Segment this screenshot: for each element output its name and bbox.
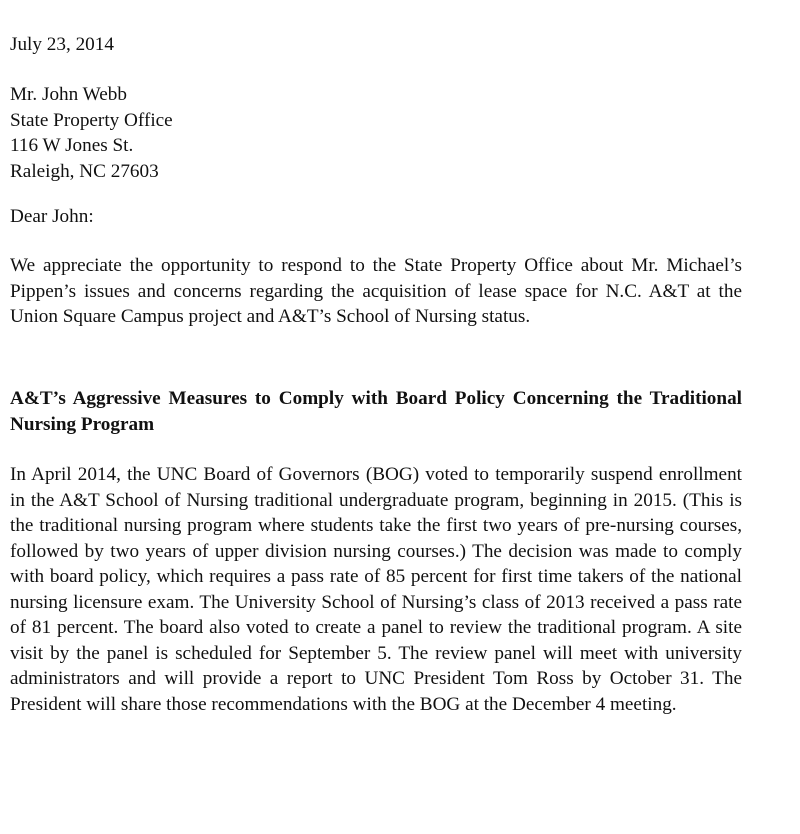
recipient-address xyxy=(10,82,173,184)
body-paragraph: In April 2014, the UNC Board of Governors (BOG) voted to temporarily suspend enrollment in the A&T School of Nursing traditional undergraduate program, beginning in 2015. (This is the traditional nursing program where students take the first two years of pre-nursing courses, followed by two years of upper division nursing courses.) The decision was made to comply with board policy, which requires a pass rate of 85 percent for first time takers of the national nursing licensure exam. The University School of Nursing’s class of 2013 received a pass rate of 81 percent. The board also voted to create a panel to review the traditional program. A site visit by the panel is scheduled for September 5. The review panel will meet with university administrators and will provide a report to UNC President Tom Ross by October 31. The President will share those recommendations with the BOG at the December 4 meeting. xyxy=(10,464,742,715)
recipient-name: Mr. John Webb xyxy=(10,84,127,105)
salutation: Dear John: xyxy=(10,206,94,227)
letter-date: July 23, 2014 xyxy=(10,34,114,55)
recipient-city: Raleigh, NC 27603 xyxy=(10,160,159,182)
intro-paragraph: We appreciate the opportunity to respond to the State Property Office about Mr. Michael’s Pippen’s issues and concerns regarding the acquisition of lease space for N.C. A&T at the Union Square Campus project and A&T’s School of Nursing status. xyxy=(10,255,742,327)
recipient-street: 116 W Jones St. xyxy=(10,135,134,156)
recipient-office: State Property Office xyxy=(10,109,173,131)
section-heading: A&T’s Aggressive Measures to Comply with Board Policy Concerning the Traditional Nursing Program xyxy=(10,388,742,435)
